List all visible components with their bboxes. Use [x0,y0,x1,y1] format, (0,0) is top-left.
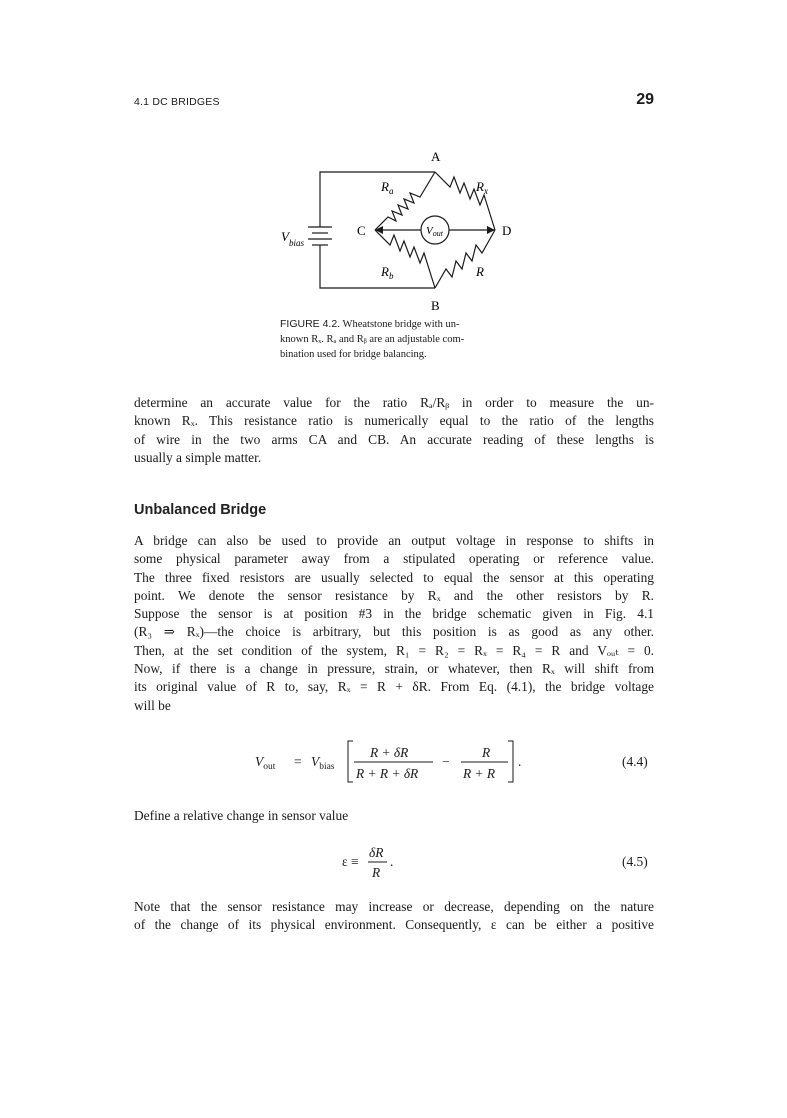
paragraph-line: its original value of R to, say, Rₓ = R + δR. From Eq. (4.1), the bridge voltage [134,679,654,695]
caption-line-2: known Rₓ. Rₐ and Rᵦ are an adjustable com- [280,334,465,345]
equation-4-4 [250,735,660,787]
eq45-trail: . [390,854,394,869]
paragraph-line: some physical parameter away from a stipulated operating or reference value. [134,551,654,567]
paragraph-1 [134,394,654,467]
label-vout: V [426,225,433,237]
eq44-minus: − [442,754,450,769]
paragraph-line: will be [134,697,171,713]
eq45-num: δR [369,845,384,860]
node-d: D [502,223,512,238]
node-c: C [357,223,366,238]
eq44-number: (4.4) [622,754,648,769]
svg-text:Vout [255,754,276,772]
paragraph-line: of wire in the two arms CA and CB. An accurate reading of these lengths is [134,431,654,447]
svg-text:Vout [426,225,444,238]
node-a: A [431,149,441,164]
label-ra-sub: a [388,186,394,196]
svg-text:Rb [380,264,394,281]
running-head: 4.1 DC BRIDGES [134,96,220,108]
bottom-wire [320,255,435,288]
paragraph-4 [134,898,654,935]
svg-text:Ra [380,179,394,196]
label-rb: R [381,264,389,279]
paragraph-3 [134,807,654,825]
eq45-lhs: ε ≡ [342,854,359,869]
eq44-num1: R + δR [370,745,409,760]
paragraph-line: determine an accurate value for the ratio Rₐ/Rᵦ in order to measure the un- [134,395,654,410]
eq44-lhs-sub: out [263,762,276,772]
label-rx-sub: x [483,186,488,196]
eq44-num2: R [482,745,491,760]
paragraph-line: point. We denote the sensor resistance by Rₓ and the other resistors by R. [134,587,654,603]
label-rx: R [476,179,484,194]
node-b: B [431,298,440,313]
paragraph-line: usually a simple matter. [134,449,262,465]
eq44-den1: R + R + δR [356,766,419,781]
eq44-bracket-right [508,741,513,782]
eq44-lhs: V [255,754,264,769]
eq45-den: R [372,865,381,880]
resistor-rb [375,230,435,288]
label-vbias-sub: bias [288,238,304,248]
paragraph-line: (R₃ ⇒ Rₓ)—the choice is arbitrary, but this position is as good as any other. [134,624,654,640]
eq44-bracket-left [348,741,353,782]
svg-text:Vbias [281,229,304,248]
arrow-c [375,226,383,234]
equation-4-5 [340,840,660,885]
resistor-rx [435,172,495,230]
caption-label: FIGURE 4.2. [280,318,341,330]
paragraph-line: A bridge can also be used to provide an output voltage in response to shifts in [134,533,654,548]
paragraph-line: Suppose the sensor is at position #3 in the bridge schematic given in Fig. 4.1 [134,606,654,622]
eq44-vbias: V [311,754,320,769]
label-vbias: V [281,229,289,244]
caption-line-1: Wheatstone bridge with un- [342,319,460,330]
paragraph-line: of the change of its physical environment. Consequently, ε can be either a positive [134,917,654,933]
paragraph-line: Define a relative change in sensor value [134,808,349,823]
resistor-r [432,229,495,288]
page-number: 29 [636,91,654,108]
eq44-den2: R + R [463,766,496,781]
eq44-equals: = [294,754,302,769]
paragraph-line: Now, if there is a change in pressure, strain, or whatever, then Rₓ will shift from [134,661,654,677]
label-rb-sub: b [388,271,394,281]
label-vout-sub: out [432,229,443,238]
label-ra: R [381,179,389,194]
paragraph-line: The three fixed resistors are usually selected to equal the sensor at this operating [134,569,654,585]
caption-line-3: bination used for bridge balancing. [280,349,427,360]
wheatstone-bridge-figure [270,145,530,315]
eq44-vbias-sub: bias [319,762,335,772]
eq44-trail: . [518,754,522,769]
paragraph-line: known Rₓ. This resistance ratio is numerically equal to the ratio of the lengths [134,413,654,429]
figure-caption [280,317,520,362]
svg-text:Vbias [311,754,335,772]
paragraph-2 [134,532,654,715]
section-heading: Unbalanced Bridge [134,502,267,518]
eq45-number: (4.5) [622,854,648,869]
label-r: R [476,264,484,279]
svg-text:Rx [475,179,488,196]
paragraph-line: Note that the sensor resistance may increase or decrease, depending on the nature [134,899,654,914]
paragraph-line: Then, at the set condition of the system, R₁ = R₂ = Rₓ = R₄ = R and Vₒᵤₜ = 0. [134,642,654,658]
